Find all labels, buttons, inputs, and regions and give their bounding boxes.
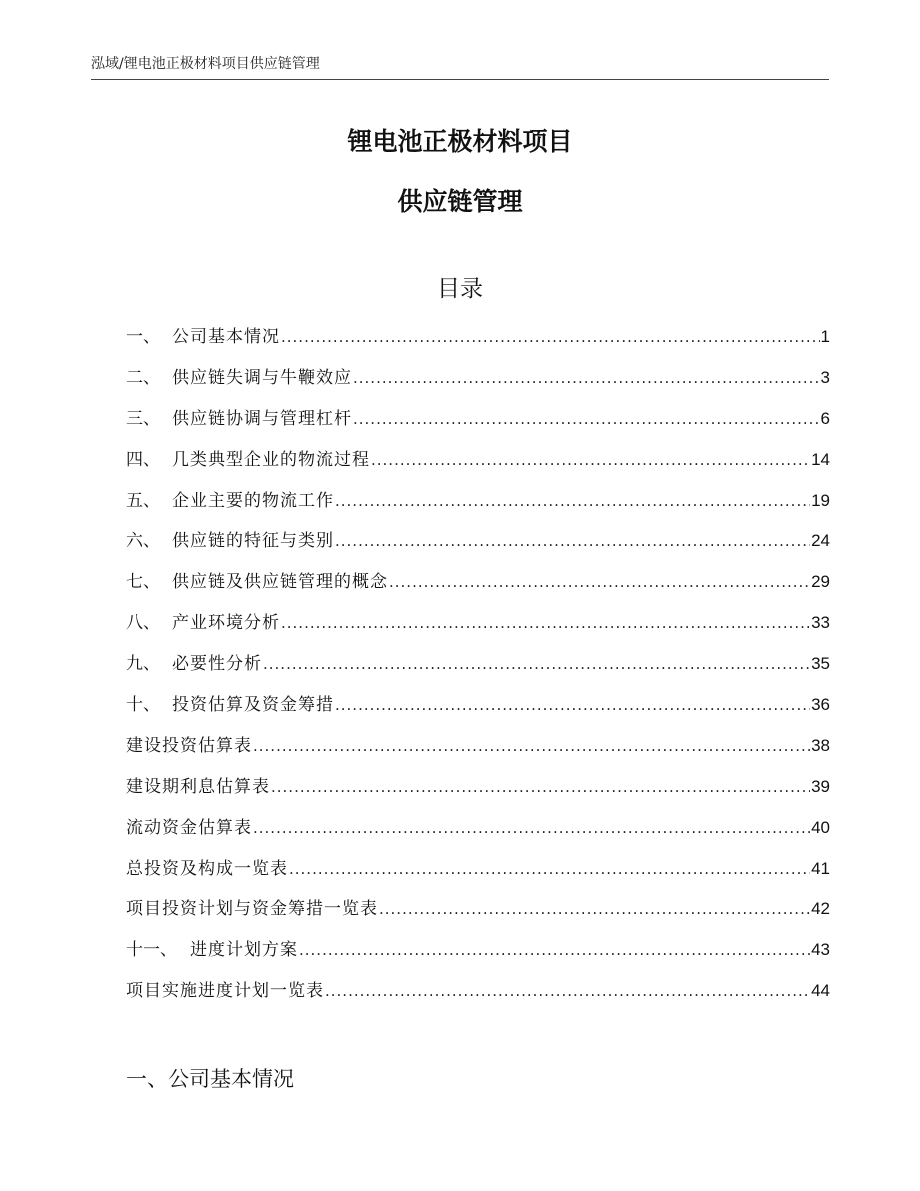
toc-dot-leader	[353, 364, 820, 393]
toc-dot-leader	[371, 446, 810, 475]
toc-entry-page: 24	[811, 531, 830, 551]
toc-entry-title: 投资估算及资金筹措	[172, 695, 334, 716]
toc-entry-page: 1	[820, 327, 830, 346]
toc-entry-number: 一、	[126, 327, 160, 347]
toc-entry[interactable]	[126, 404, 830, 445]
toc-entry[interactable]	[126, 894, 830, 935]
toc-entry-title: 流动资金估算表	[126, 817, 252, 838]
toc-dot-leader	[253, 814, 810, 843]
toc-entry-title: 供应链协调与管理杠杆	[172, 408, 352, 429]
toc-entry[interactable]	[126, 486, 830, 527]
toc-dot-leader	[281, 323, 820, 352]
toc-entry-page: 33	[811, 613, 830, 633]
toc-entry-number: 三、	[126, 408, 160, 429]
toc-entry-title: 几类典型企业的物流过程	[172, 449, 370, 470]
document-title-line-2: 供应链管理	[397, 187, 523, 216]
toc-entry-page: 35	[811, 654, 830, 674]
toc-entry-title: 项目投资计划与资金筹措一览表	[126, 899, 378, 920]
toc-entry-page: 41	[811, 858, 830, 878]
toc-entry-page: 19	[811, 490, 830, 510]
toc-entry[interactable]	[126, 690, 830, 731]
toc-entry-title: 供应链及供应链管理的概念	[172, 572, 388, 593]
toc-entry[interactable]	[126, 935, 830, 976]
toc-entry-page: 3	[820, 367, 830, 387]
toc-entry-page: 36	[811, 695, 830, 715]
toc-entry-title: 供应链失调与牛鞭效应	[172, 367, 352, 388]
toc-entry[interactable]	[126, 445, 830, 486]
toc-dot-leader	[379, 895, 810, 924]
toc-entry-page: 44	[811, 981, 830, 1001]
toc-entry-page: 38	[811, 735, 830, 755]
toc-entry-title: 公司基本情况	[172, 327, 280, 347]
toc-dot-leader	[253, 732, 810, 761]
toc-entry-number: 七、	[126, 572, 160, 593]
toc-dot-leader	[325, 977, 810, 1006]
toc-entry[interactable]	[126, 976, 830, 1017]
toc-entry-title: 建设期利息估算表	[126, 776, 270, 797]
toc-heading: 目录	[437, 276, 483, 302]
toc-dot-leader	[389, 568, 810, 597]
toc-entry-title: 必要性分析	[172, 654, 262, 675]
toc-entry-number: 二、	[126, 367, 160, 388]
toc-entry[interactable]	[126, 649, 830, 690]
toc-entry-page: 39	[811, 776, 830, 796]
toc-entry-number: 九、	[126, 654, 160, 675]
toc-entry[interactable]	[126, 608, 830, 649]
toc-entry-title: 进度计划方案	[190, 940, 298, 961]
toc-dot-leader	[335, 691, 810, 720]
toc-entry[interactable]	[126, 322, 830, 363]
toc-entry-number: 四、	[126, 449, 160, 470]
toc-dot-leader	[353, 405, 820, 434]
toc-entry-page: 14	[811, 449, 830, 469]
toc-entry-title: 总投资及构成一览表	[126, 858, 288, 879]
toc-entry[interactable]	[126, 854, 830, 895]
toc-entry[interactable]	[126, 363, 830, 404]
section-heading: 一、公司基本情况	[126, 1067, 294, 1091]
toc-entry[interactable]	[126, 772, 830, 813]
toc-entry-page: 29	[811, 572, 830, 592]
toc-entry-title: 企业主要的物流工作	[172, 490, 334, 511]
toc-entry[interactable]	[126, 813, 830, 854]
toc-entry-number: 十、	[126, 695, 160, 716]
toc-entry-number: 十一、	[126, 940, 177, 961]
toc-dot-leader	[335, 487, 810, 516]
toc-entry[interactable]	[126, 526, 830, 567]
running-header: 泓域/锂电池正极材料项目供应链管理	[91, 56, 320, 72]
toc-dot-leader	[263, 650, 810, 679]
toc-dot-leader	[335, 527, 810, 556]
toc-entry-number: 五、	[126, 490, 160, 511]
toc-entry-page: 43	[811, 940, 830, 960]
table-of-contents	[126, 322, 830, 1017]
toc-entry[interactable]	[126, 567, 830, 608]
toc-entry-title: 建设投资估算表	[126, 735, 252, 756]
toc-entry-number: 八、	[126, 613, 160, 634]
document-title-line-1: 锂电池正极材料项目	[347, 127, 573, 156]
toc-dot-leader	[271, 773, 810, 802]
toc-entry-number: 六、	[126, 531, 160, 552]
toc-entry-page: 40	[811, 817, 830, 837]
toc-entry-title: 产业环境分析	[172, 613, 280, 634]
toc-entry-page: 42	[811, 899, 830, 919]
header-divider	[91, 79, 829, 80]
toc-dot-leader	[299, 936, 810, 965]
toc-entry-title: 供应链的特征与类别	[172, 531, 334, 552]
toc-entry[interactable]	[126, 731, 830, 772]
toc-dot-leader	[281, 609, 810, 638]
toc-entry-title: 项目实施进度计划一览表	[126, 981, 324, 1002]
toc-dot-leader	[289, 855, 810, 884]
toc-entry-page: 6	[820, 408, 830, 428]
